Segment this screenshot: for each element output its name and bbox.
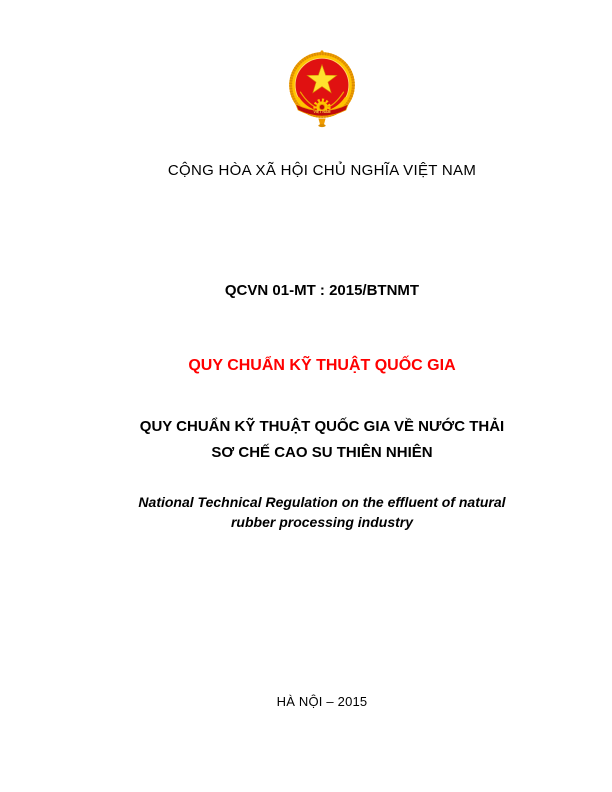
emblem-container [30,48,612,128]
regulation-title-vi-line2: SƠ CHẾ CAO SU THIÊN NHIÊN [211,444,433,461]
vietnam-national-emblem-icon [286,48,358,128]
regulation-title-en-line2: rubber processing industry [230,514,414,530]
document-code: QCVN 01-MT : 2015/BTNMT [224,282,420,299]
regulation-title-english [30,492,612,532]
regulation-title-vietnamese [30,414,612,466]
national-regulation-heading: QUY CHUẨN KỸ THUẬT QUỐC GIA [188,357,456,374]
place-year-footer: HÀ NỘI – 2015 [276,694,368,709]
republic-title: CỘNG HÒA XÃ HỘI CHỦ NGHĨA VIỆT NAM [167,162,477,179]
content-column [30,0,612,792]
regulation-title-vi-line1: QUY CHUẨN KỸ THUẬT QUỐC GIA VỀ NƯỚC THẢI [139,418,505,435]
regulation-title-en-line1: National Technical Regulation on the effluent of natural [138,494,506,510]
emblem-banner-text: VIỆT NAM [313,110,331,115]
